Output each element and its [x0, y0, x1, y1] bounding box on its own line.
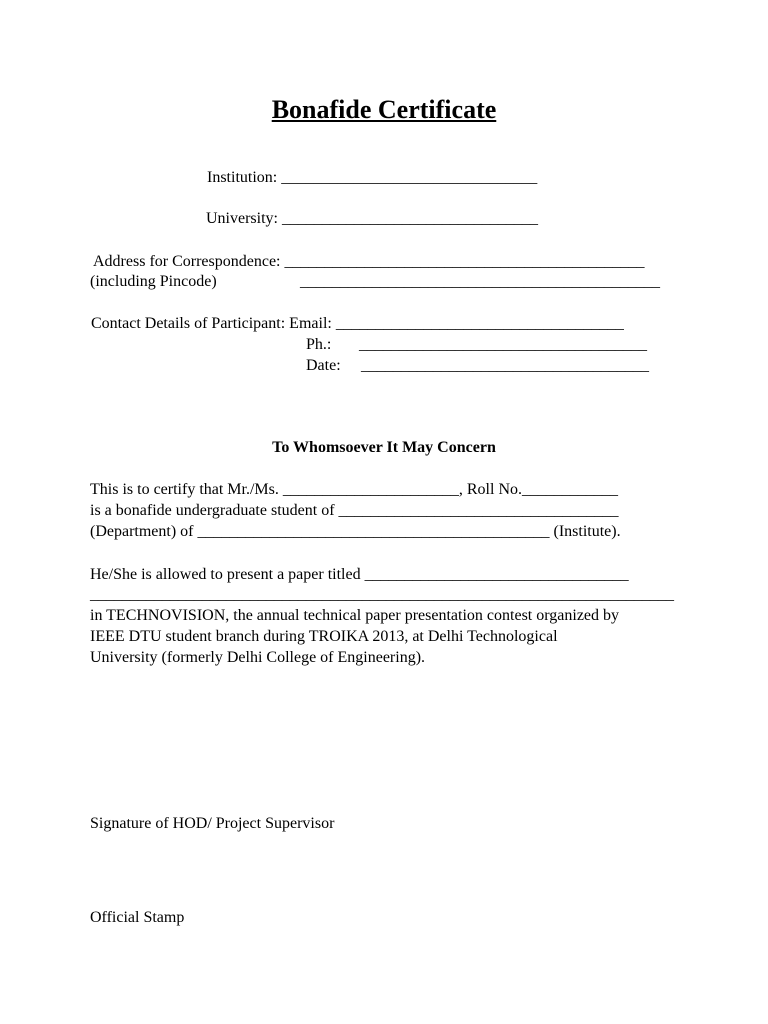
university-field: University: ________________________________ [206, 210, 538, 227]
page-title: Bonafide Certificate [271, 95, 497, 124]
body-line-5: _________________________________________________________________________ [90, 586, 674, 603]
phone-label: Ph.: [306, 336, 332, 353]
institution-field: Institution: ________________________________ [207, 169, 538, 186]
body-line-7: IEEE DTU student branch during TROIKA 2013, at Delhi Technological [90, 628, 558, 645]
concern-heading: To Whomsoever It May Concern [272, 439, 496, 456]
body-line-4: He/She is allowed to present a paper titled _________________________________ [90, 566, 629, 583]
body-line-8: University (formerly Delhi College of Engineering). [90, 649, 426, 666]
address-pincode-label: (including Pincode) [90, 273, 217, 290]
date-label: Date: [306, 357, 341, 374]
body-line-2: is a bonafide undergraduate student of ___________________________________ [90, 502, 619, 519]
address-pincode-line: _____________________________________________ [300, 273, 660, 290]
body-line-6: in TECHNOVISION, the annual technical paper presentation contest organized by [90, 607, 620, 624]
official-stamp-label: Official Stamp [90, 909, 185, 926]
body-line-1: This is to certify that Mr./Ms. ______________________, Roll No.____________ [90, 481, 618, 498]
signature-label: Signature of HOD/ Project Supervisor [90, 815, 335, 832]
address-field: Address for Correspondence: _____________________________________________ [93, 253, 645, 270]
date-line: ____________________________________ [361, 357, 649, 374]
contact-email-field: Contact Details of Participant: Email: ____________________________________ [91, 315, 624, 332]
body-line-3: (Department) of ____________________________________________ (Institute). [90, 523, 621, 540]
phone-line: ____________________________________ [359, 336, 647, 353]
